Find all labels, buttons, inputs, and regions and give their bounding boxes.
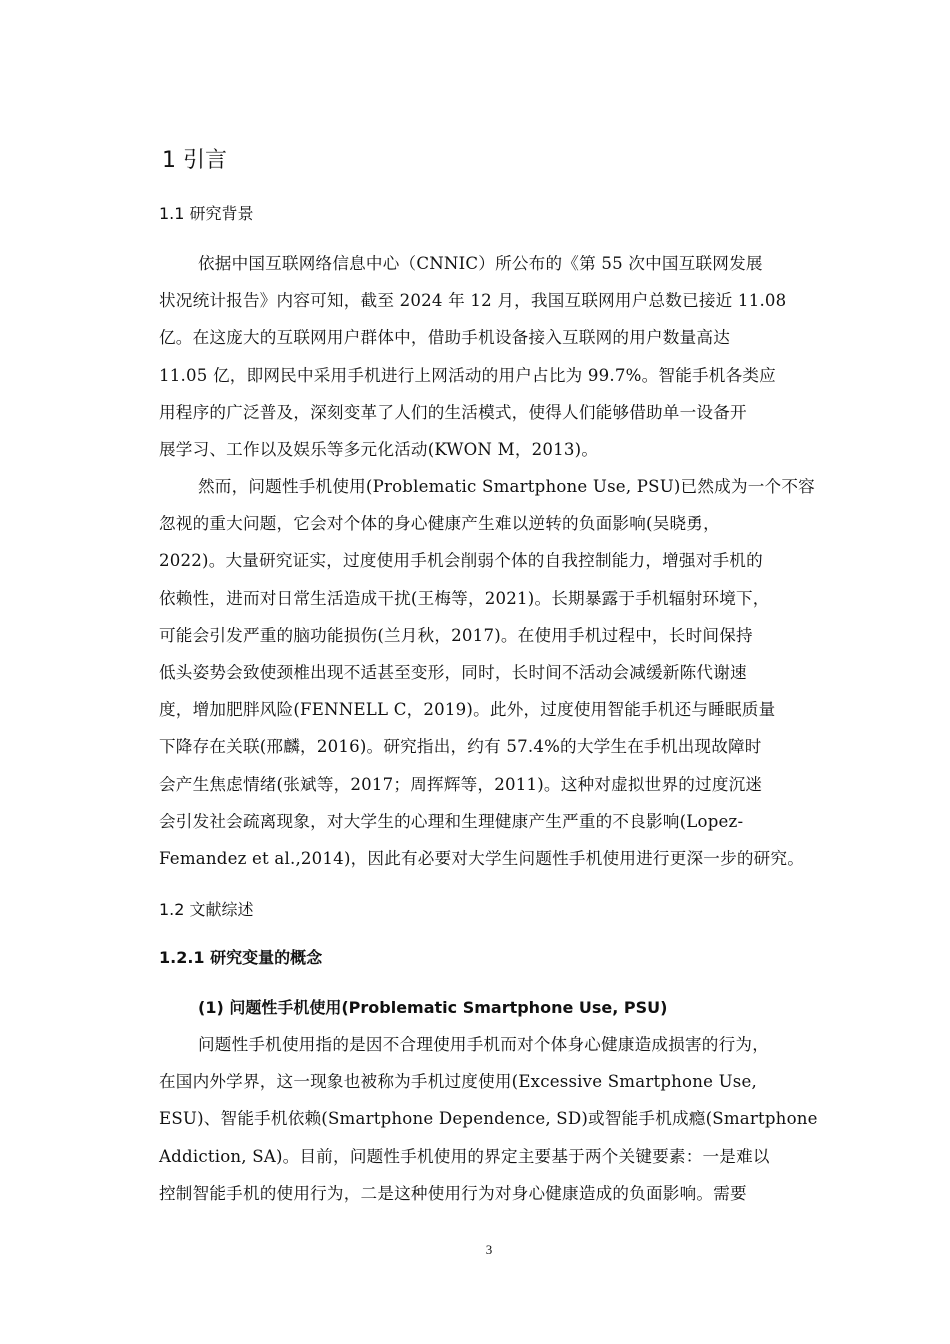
paragraph-2: [159, 468, 849, 877]
paragraph-line: 度，增加肥胖风险(FENNELL C，2019)。此外，过度使用智能手机还与睡眠质量: [159, 700, 776, 720]
paragraph-line: 会产生焦虑情绪(张斌等，2017；周挥辉等，2011)。这种对虚拟世界的过度沉迷: [159, 774, 763, 794]
paragraph-line: 可能会引发严重的脑功能损伤(兰月秋，2017)。在使用手机过程中，长时间保持: [159, 625, 753, 645]
paragraph-line: 低头姿势会致使颈椎出现不适甚至变形，同时，长时间不活动会减缓新陈代谢速: [159, 662, 747, 682]
page-number: 3: [485, 1242, 493, 1257]
paragraph-line: 控制智能手机的使用行为，二是这种使用行为对身心健康造成的负面影响。需要: [159, 1183, 747, 1203]
section-heading-1-2-1: 1.2.1 研究变量的概念: [159, 948, 323, 967]
paragraph-3: [159, 1026, 849, 1212]
paragraph-line: Addiction, SA)。目前，问题性手机使用的界定主要基于两个关键要素：一是难以: [159, 1146, 770, 1166]
paragraph-line: 11.05 亿，即网民中采用手机进行上网活动的用户占比为 99.7%。智能手机各类应: [159, 365, 776, 385]
paragraph-line: 状况统计报告》内容可知，截至 2024 年 12 月，我国互联网用户总数已接近 11.08: [159, 291, 787, 311]
paragraph-line: 下降存在关联(邢麟，2016)。研究指出，约有 57.4%的大学生在手机出现故障时: [159, 737, 762, 757]
paragraph-line: 然而，问题性手机使用(Problematic Smartphone Use, PSU)已然成为一个不容: [198, 477, 815, 496]
paragraph-line: 会引发社会疏离现象，对大学生的心理和生理健康产生严重的不良影响(Lopez-: [159, 811, 744, 831]
paragraph-line: 2022)。大量研究证实，过度使用手机会削弱个体的自我控制能力，增强对手机的: [159, 551, 763, 571]
paragraph-line: 依据中国互联网络信息中心（CNNIC）所公布的《第 55 次中国互联网发展: [198, 254, 763, 273]
paragraph-line: 在国内外学界，这一现象也被称为手机过度使用(Excessive Smartphone Use,: [159, 1072, 758, 1092]
chapter-heading: 1 引言: [162, 148, 227, 173]
paragraph-line: 展学习、工作以及娱乐等多元化活动(KWON M，2013)。: [159, 439, 599, 459]
section-heading-1-2: 1.2 文献综述: [159, 900, 254, 919]
paragraph-line: 用程序的广泛普及，深刻变革了人们的生活模式，使得人们能够借助单一设备开: [159, 402, 747, 422]
subsection-heading: (1) 问题性手机使用(Problematic Smartphone Use, PSU): [198, 998, 668, 1017]
paragraph-line: 问题性手机使用指的是因不合理使用手机而对个体身心健康造成损害的行为，: [198, 1035, 769, 1054]
paragraph-line: Femandez et al.,2014)，因此有必要对大学生问题性手机使用进行更深一步的研究。: [159, 848, 805, 868]
section-heading-1-1: 1.1 研究背景: [159, 204, 254, 223]
paragraph-line: ESU)、智能手机依赖(Smartphone Dependence, SD)或智能手机成瘾(Smartphone: [159, 1109, 818, 1129]
paragraph-1: [159, 245, 849, 468]
paragraph-line: 依赖性，进而对日常生活造成干扰(王梅等，2021)。长期暴露于手机辐射环境下，: [159, 588, 770, 608]
paragraph-line: 亿。在这庞大的互联网用户群体中，借助手机设备接入互联网的用户数量高达: [159, 328, 730, 348]
paragraph-line: 忽视的重大问题，它会对个体的身心健康产生难以逆转的负面影响(吴晓勇，: [159, 514, 720, 534]
